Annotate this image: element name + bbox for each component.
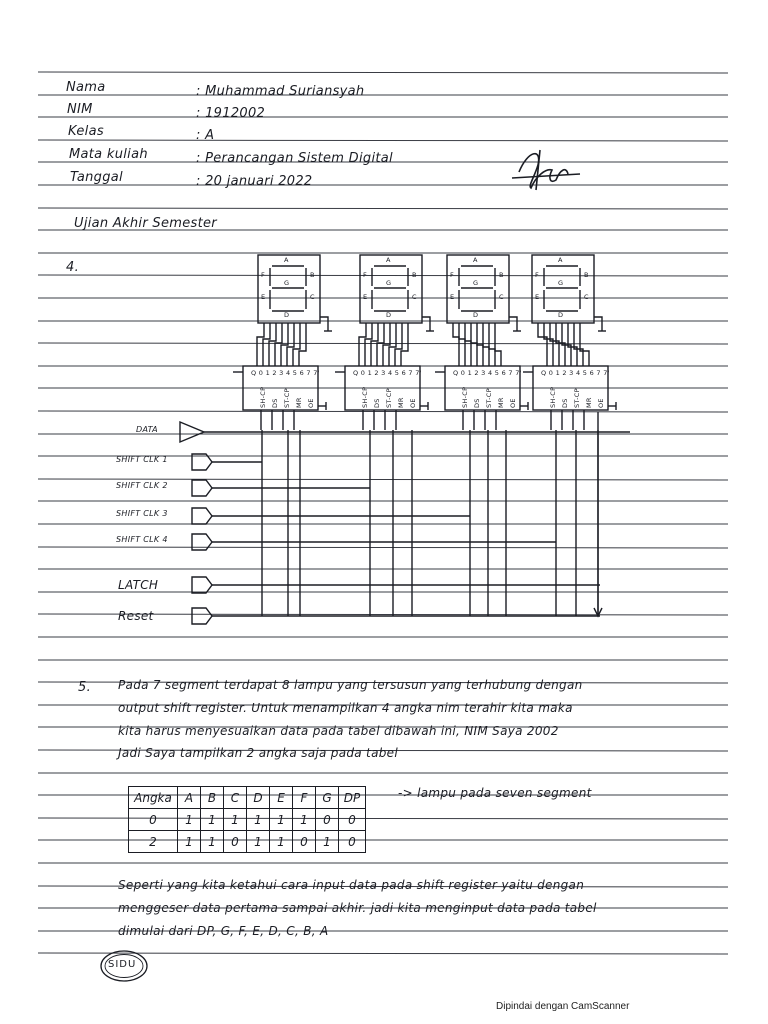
header-label: NIM <box>67 102 93 117</box>
table-header: D <box>247 787 270 809</box>
register-pin-label: SH-CP <box>549 386 557 408</box>
q5-line-3: kita harus menyesuaikan data pada tabel dibawah ini, NIM Saya 2002 <box>118 724 559 738</box>
input-label: SHIFT CLK 3 <box>116 509 168 518</box>
ruled-line <box>38 547 728 548</box>
table-cell: 1 <box>178 809 201 831</box>
segment-label: C <box>310 293 315 301</box>
segment-label: E <box>450 293 455 301</box>
segment-wire <box>538 323 547 366</box>
register-pin-label: SH-CP <box>461 386 469 408</box>
q5-line-7: dimulai dari DP, G, F, E, D, C, B, A <box>118 924 329 938</box>
segment-label: A <box>386 256 391 264</box>
header-value: : A <box>196 128 215 143</box>
segment-label: F <box>450 271 455 279</box>
register-pin-label: MR <box>295 397 303 408</box>
table-cell: 1 <box>316 831 339 853</box>
segment-label: D <box>558 311 564 319</box>
register-pin-label: DS <box>561 398 569 408</box>
segment-label: D <box>473 311 479 319</box>
segment-label: G <box>386 279 392 287</box>
register-pin-label: OE <box>307 398 315 408</box>
table-header: B <box>201 787 224 809</box>
register-pin-label: ST-CP <box>485 388 493 408</box>
table-cell: 1 <box>178 831 201 853</box>
ruled-line <box>38 140 728 141</box>
ground-wire <box>509 317 517 331</box>
input-label: LATCH <box>118 578 159 592</box>
register-output-label: Q 0 1 2 3 4 5 6 7 7' <box>453 369 522 377</box>
register-pin-label: DS <box>271 398 279 408</box>
table-cell: 0 <box>316 809 339 831</box>
segment-wire <box>453 323 459 366</box>
header-label: Mata kuliah <box>69 147 148 162</box>
input-connector <box>192 480 212 496</box>
segment-label: B <box>499 271 504 279</box>
table-cell: 0 <box>339 831 366 853</box>
register-pin-label: OE <box>409 398 417 408</box>
segment-label: B <box>584 271 589 279</box>
table-cell: 1 <box>247 809 270 831</box>
segment-label: B <box>412 271 417 279</box>
table-arrow-note: -> lampu pada seven segment <box>398 786 592 800</box>
segment-label: A <box>558 256 563 264</box>
ruled-line <box>38 275 728 276</box>
segment-label: C <box>499 293 504 301</box>
segment-label: C <box>412 293 417 301</box>
register-output-label: Q 0 1 2 3 4 5 6 7 7' <box>541 369 610 377</box>
table-cell: 0 <box>293 831 316 853</box>
ruled-line <box>38 208 728 209</box>
register-pin-label: DS <box>373 398 381 408</box>
table-cell: 1 <box>270 809 293 831</box>
table-header: G <box>316 787 339 809</box>
input-label: SHIFT CLK 2 <box>116 481 168 490</box>
segment-wire <box>489 323 495 366</box>
input-connector <box>192 577 212 593</box>
register-pin-label: MR <box>397 397 405 408</box>
question-4-number: 4. <box>66 260 80 275</box>
table-header: E <box>270 787 293 809</box>
ruled-line <box>38 72 728 73</box>
q5-line-2: output shift register. Untuk menampilkan 4 angka nim terahir kita maka <box>118 701 573 715</box>
segment-wire <box>459 323 465 366</box>
segment-label: A <box>473 256 478 264</box>
ground-wire <box>594 317 602 331</box>
table-cell: 1 <box>201 831 224 853</box>
table-row <box>129 809 366 831</box>
table-cell: 1 <box>201 809 224 831</box>
segment-label: B <box>310 271 315 279</box>
q5-line-5: Seperti yang kita ketahui cara input data pada shift register yaitu dengan <box>118 878 585 892</box>
input-label: Reset <box>118 609 154 623</box>
segment-label: E <box>363 293 368 301</box>
table-cell: 0 <box>224 831 247 853</box>
signature <box>512 150 580 190</box>
segment-label: F <box>261 271 266 279</box>
data-buffer <box>180 422 204 442</box>
register-pin-label: SH-CP <box>259 386 267 408</box>
table-header: A <box>178 787 201 809</box>
segment-label: G <box>558 279 564 287</box>
table-header: DP <box>339 787 366 809</box>
segment-wire <box>574 323 583 366</box>
table-cell: 1 <box>247 831 270 853</box>
register-pin-label: ST-CP <box>573 388 581 408</box>
segment-wire <box>483 323 489 366</box>
segment-wire <box>580 323 589 366</box>
register-output-label: Q 0 1 2 3 4 5 6 7 7' <box>251 369 320 377</box>
segment-wire <box>495 323 501 366</box>
exam-title: Ujian Akhir Semester <box>74 216 217 231</box>
table-header: F <box>293 787 316 809</box>
register-pin-label: ST-CP <box>385 388 393 408</box>
scanner-footer: Dipindai dengan CamScanner <box>496 1001 630 1012</box>
register-pin-label: ST-CP <box>283 388 291 408</box>
segment-label: E <box>535 293 540 301</box>
header-value: : 1912002 <box>196 106 266 121</box>
register-pin-label: OE <box>509 398 517 408</box>
header-label: Nama <box>66 80 106 95</box>
input-label: SHIFT CLK 4 <box>116 535 168 544</box>
ruled-line <box>38 411 728 412</box>
segment-label: F <box>363 271 368 279</box>
segment-wire <box>550 323 559 366</box>
header-label: Kelas <box>68 124 104 139</box>
input-connector <box>192 508 212 524</box>
header-value: : 20 januari 2022 <box>196 174 313 189</box>
segment-label: A <box>284 256 289 264</box>
register-pin-label: DS <box>473 398 481 408</box>
header-value: : Perancangan Sistem Digital <box>196 151 393 166</box>
segment-wire <box>562 323 571 366</box>
table-header: Angka <box>129 787 178 809</box>
segment-wire <box>477 323 483 366</box>
register-output-label: Q 0 1 2 3 4 5 6 7 7' <box>353 369 422 377</box>
segment-wire <box>465 323 471 366</box>
q5-line-1: Pada 7 segment terdapat 8 lampu yang tersusun yang terhubung dengan <box>118 678 583 692</box>
header-label: Tanggal <box>70 170 123 185</box>
question-5-number: 5. <box>78 680 92 695</box>
segment-label: D <box>284 311 290 319</box>
segment-label: G <box>284 279 290 287</box>
register-pin-label: OE <box>597 398 605 408</box>
table-cell: 1 <box>293 809 316 831</box>
ground-wire <box>422 317 430 331</box>
segment-label: F <box>535 271 540 279</box>
register-pin-label: MR <box>497 397 505 408</box>
table-cell: 0 <box>129 809 178 831</box>
input-connector <box>192 608 212 624</box>
register-pin-label: MR <box>585 397 593 408</box>
ruled-line <box>38 479 728 480</box>
segment-label: E <box>261 293 266 301</box>
table-cell: 1 <box>270 831 293 853</box>
table-header: C <box>224 787 247 809</box>
table-cell: 1 <box>224 809 247 831</box>
q5-line-4: Jadi Saya tampilkan 2 angka saja pada tabel <box>118 746 398 760</box>
q5-line-6: menggeser data pertama sampai akhir. jadi kita menginput data pada tabel <box>118 901 597 915</box>
table-cell: 2 <box>129 831 178 853</box>
segment-label: G <box>473 279 479 287</box>
segment-wire <box>471 323 477 366</box>
header-value: : Muhammad Suriansyah <box>196 84 365 99</box>
input-label: DATA <box>136 425 158 434</box>
ground-wire <box>320 317 328 331</box>
ruled-line <box>38 953 728 954</box>
stamp-text: SIDU <box>108 959 137 970</box>
table-row <box>129 831 366 853</box>
input-label: SHIFT CLK 1 <box>116 455 168 464</box>
register-pin-label: SH-CP <box>361 386 369 408</box>
segment-label: D <box>386 311 392 319</box>
segment-wire <box>544 323 553 366</box>
table-header-row <box>129 787 366 809</box>
segment-table <box>128 786 366 853</box>
table-cell: 0 <box>339 809 366 831</box>
segment-label: C <box>584 293 589 301</box>
